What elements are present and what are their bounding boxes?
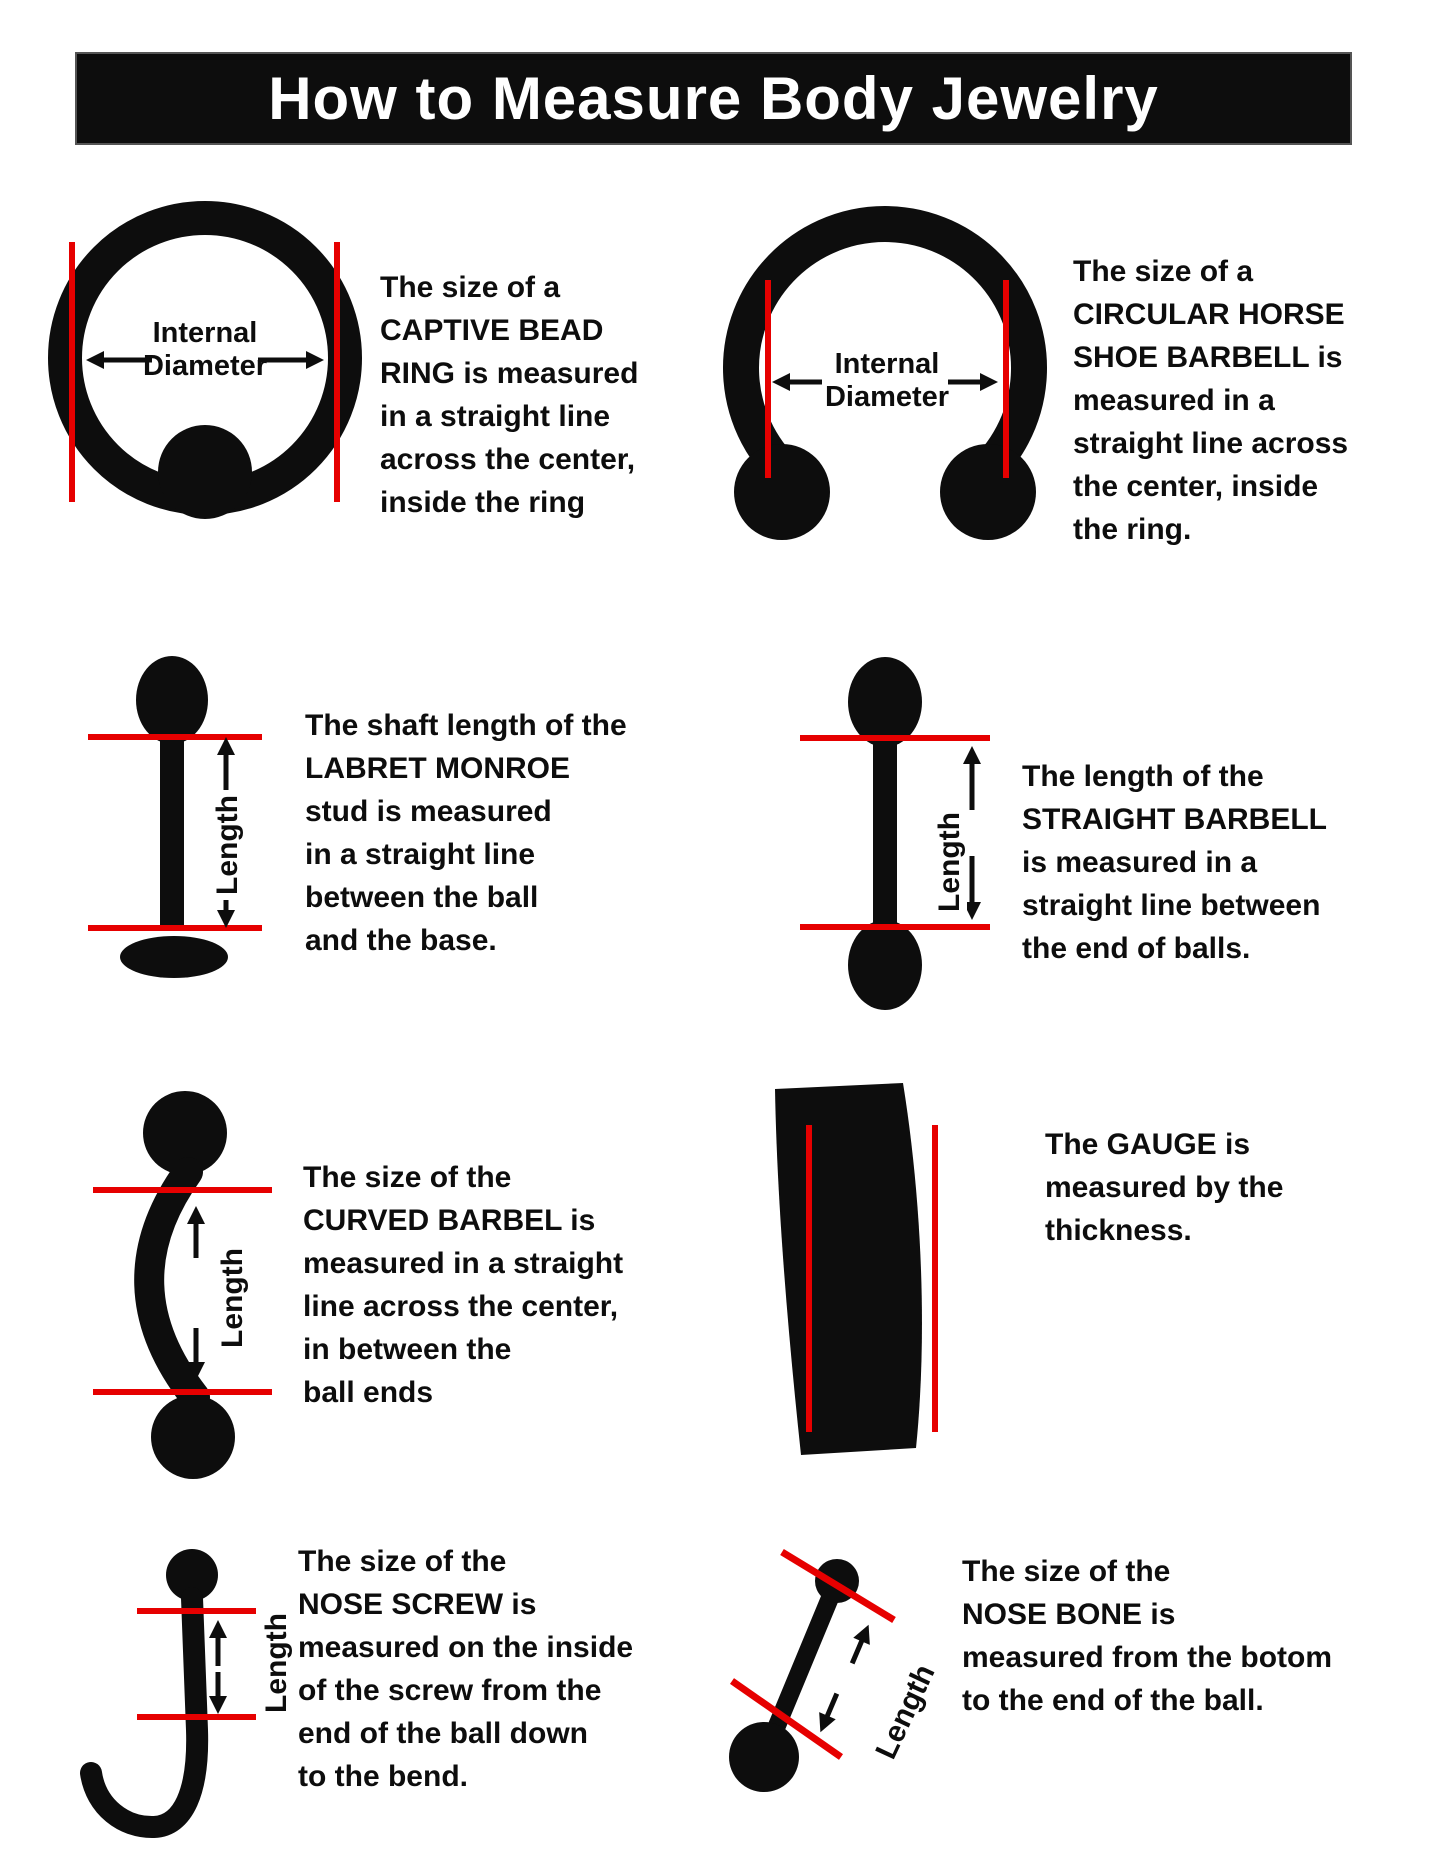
description-line: the end of balls. xyxy=(1022,932,1251,965)
top-ball-shape xyxy=(136,656,208,744)
description-line: stud is measured xyxy=(305,795,552,828)
description-line: LABRET MONROE xyxy=(305,752,570,785)
description-line: measured from the botom xyxy=(962,1641,1333,1674)
length-label: Length xyxy=(933,807,967,917)
curved-barbell-description xyxy=(303,1156,623,1414)
description-line: The size of the xyxy=(962,1555,1171,1588)
base-disc-shape xyxy=(120,936,228,978)
straight-barbell-diagram xyxy=(790,640,1000,1020)
length-label: Length xyxy=(211,790,245,900)
description-line: the center, inside xyxy=(1073,470,1319,503)
description-line: inside the ring xyxy=(380,486,586,519)
captive-bead-shape xyxy=(158,425,252,519)
length-label: Length xyxy=(260,1608,294,1718)
nose-screw-description xyxy=(298,1540,633,1798)
description-line: to the bend. xyxy=(298,1760,468,1793)
labret-monroe-diagram xyxy=(80,640,300,980)
down-arrow-icon xyxy=(812,1690,845,1736)
description-line: line across the center, xyxy=(303,1290,619,1323)
page-title: How to Measure Body Jewelry xyxy=(268,65,1159,132)
internal-label-line: Internal xyxy=(834,348,940,380)
description-line: The length of the xyxy=(1022,760,1264,793)
down-arrowhead-icon xyxy=(209,1696,227,1714)
description-line: measured on the inside xyxy=(298,1631,634,1664)
gauge-description xyxy=(1045,1123,1283,1252)
description-line: The GAUGE is xyxy=(1045,1128,1251,1161)
left-ball-shape xyxy=(734,444,830,540)
left-arrowhead-icon xyxy=(86,351,104,369)
right-arrowhead-icon xyxy=(306,351,324,369)
description-line: the ring. xyxy=(1073,513,1192,546)
nose-bone-description xyxy=(962,1550,1332,1722)
nose-bone-diagram xyxy=(710,1520,980,1810)
description-line: CAPTIVE BEAD xyxy=(380,314,604,347)
description-line: The shaft length of the xyxy=(305,709,627,742)
up-arrowhead-icon xyxy=(187,1206,205,1224)
shaft-shape xyxy=(873,736,897,930)
description-line: straight line between xyxy=(1022,889,1321,922)
description-line: between the ball xyxy=(305,881,539,914)
description-line: is measured in a xyxy=(1022,846,1258,879)
bottom-ball-shape xyxy=(151,1395,235,1479)
length-label: Length xyxy=(216,1243,250,1353)
curved-barbell-diagram xyxy=(85,1080,315,1490)
description-line: measured by the xyxy=(1045,1171,1284,1204)
description-line: thickness. xyxy=(1045,1214,1192,1247)
description-line: in between the xyxy=(303,1333,512,1366)
description-line: The size of the xyxy=(298,1545,507,1578)
description-line: STRAIGHT BARBELL xyxy=(1022,803,1327,836)
description-line: The size of a xyxy=(1073,255,1254,288)
description-line: of the screw from the xyxy=(298,1674,602,1707)
description-line: to the end of the ball. xyxy=(962,1684,1264,1717)
description-line: NOSE BONE is xyxy=(962,1598,1176,1631)
description-line: CIRCULAR HORSE xyxy=(1073,298,1345,331)
description-line: in a straight line xyxy=(305,838,536,871)
description-line: straight line across xyxy=(1073,427,1349,460)
shaft-shape xyxy=(160,736,184,930)
circular-horseshoe-description xyxy=(1073,250,1348,551)
diameter-label-line: Diameter xyxy=(824,381,950,413)
description-line: SHOE BARBELL is xyxy=(1073,341,1343,374)
gauge-band-shape xyxy=(775,1083,922,1455)
internal-diameter-label xyxy=(105,317,305,383)
description-line: across the center, xyxy=(380,443,636,476)
diameter-label-line: Diameter xyxy=(142,350,268,382)
internal-diameter-label xyxy=(785,348,989,414)
description-line: measured in a straight xyxy=(303,1247,624,1280)
description-line: NOSE SCREW is xyxy=(298,1588,537,1621)
top-ball-shape xyxy=(848,657,922,747)
screw-hook-shape xyxy=(91,1598,197,1827)
description-line: ball ends xyxy=(303,1376,434,1409)
right-ball-shape xyxy=(940,444,1036,540)
description-line: in a straight line xyxy=(380,400,611,433)
straight-barbell-description xyxy=(1022,755,1327,970)
description-line: measured in a xyxy=(1073,384,1275,417)
description-line: end of the ball down xyxy=(298,1717,588,1750)
captive-bead-ring-description xyxy=(380,266,638,524)
bottom-ball-shape xyxy=(729,1722,799,1792)
description-line: RING is measured xyxy=(380,357,639,390)
description-line: CURVED BARBEL is xyxy=(303,1204,596,1237)
up-arrow-icon xyxy=(844,1621,877,1667)
up-arrowhead-icon xyxy=(963,746,981,764)
up-arrowhead-icon xyxy=(209,1620,227,1638)
length-label: Length xyxy=(867,1655,944,1769)
labret-monroe-description xyxy=(305,704,627,962)
gauge-diagram xyxy=(755,1075,955,1460)
description-line: and the base. xyxy=(305,924,497,957)
description-line: The size of the xyxy=(303,1161,512,1194)
description-line: The size of a xyxy=(380,271,561,304)
bottom-ball-shape xyxy=(848,920,922,1010)
title-bar xyxy=(77,54,1350,143)
internal-label-line: Internal xyxy=(152,317,258,349)
